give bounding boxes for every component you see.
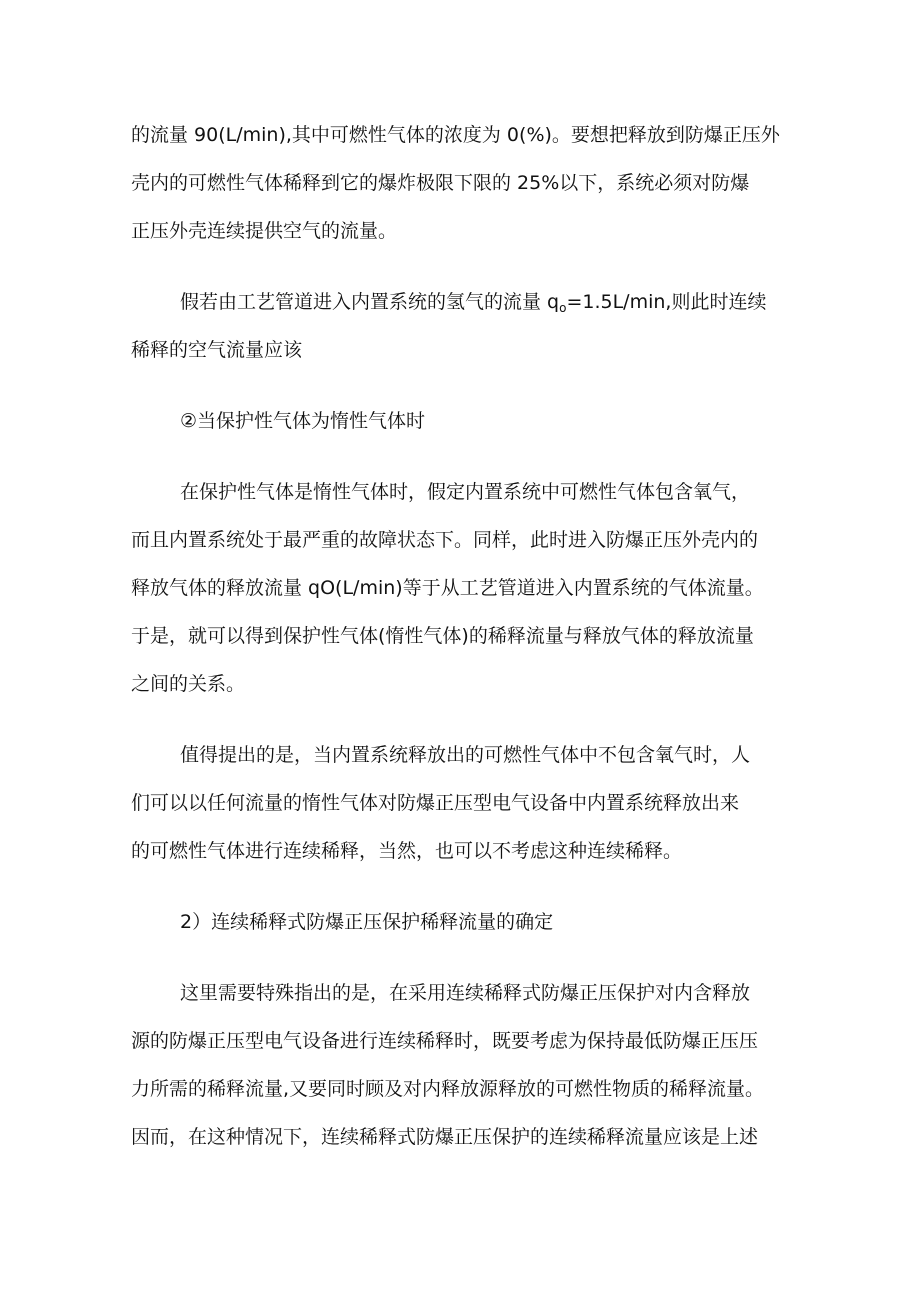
paragraph-3-line-3: 释放气体的释放流量 qO(L∕min)等于从工艺管道进入内置系统的气体流量。 bbox=[131, 577, 764, 599]
paragraph-5-line-1: 这里需要特殊指出的是，在采用连续稀释式防爆正压保护对内含释放 bbox=[180, 982, 751, 1004]
paragraph-3-line-2: 而且内置系统处于最严重的故障状态下。同样，此时进入防爆正压外壳内的 bbox=[131, 529, 759, 551]
paragraph-5-line-2: 源的防爆正压型电气设备进行连续稀释时，既要考虑为保持最低防爆正压压 bbox=[131, 1030, 759, 1052]
paragraph-4-line-3: 的可燃性气体进行连续稀释，当然，也可以不考虑这种连续稀释。 bbox=[131, 840, 683, 862]
paragraph-3-line-5: 之间的关系。 bbox=[131, 673, 246, 695]
subscript-o: o bbox=[559, 301, 567, 315]
paragraph-1-line-3: 正压外壳连续提供空气的流量。 bbox=[131, 220, 398, 242]
section-heading-inert-gas: ②当保护性气体为惰性气体时 bbox=[180, 410, 426, 432]
paragraph-4-line-2: 们可以以任何流量的惰性气体对防爆正压型电气设备中内置系统释放出来 bbox=[131, 792, 740, 814]
paragraph-1-line-1: 的流量 90(L∕min),其中可燃性气体的浓度为 0(%)。要想把释放到防爆正压外 bbox=[131, 124, 780, 146]
paragraph-2-text-b: =1.5L∕min,则此时连续 bbox=[566, 291, 767, 313]
paragraph-3-line-1: 在保护性气体是惰性气体时，假定内置系统中可燃性气体包含氧气， bbox=[180, 481, 751, 503]
paragraph-4-line-1: 值得提出的是，当内置系统释放出的可燃性气体中不包含氧气时，人 bbox=[180, 744, 751, 766]
paragraph-5-line-4: 因而，在这种情况下，连续稀释式防爆正压保护的连续稀释流量应该是上述 bbox=[131, 1126, 759, 1148]
paragraph-2-line-2: 稀释的空气流量应该 bbox=[131, 339, 303, 361]
section-heading-continuous-dilution: 2）连续稀释式防爆正压保护稀释流量的确定 bbox=[180, 911, 554, 933]
paragraph-2-text-a: 假若由工艺管道进入内置系统的氢气的流量 q bbox=[180, 291, 560, 313]
paragraph-1-line-2: 壳内的可燃性气体稀释到它的爆炸极限下限的 25%以下，系统必须对防爆 bbox=[131, 172, 750, 194]
paragraph-3-line-4: 于是，就可以得到保护性气体(惰性气体)的稀释流量与释放气体的释放流量 bbox=[131, 625, 754, 647]
paragraph-5-line-3: 力所需的稀释流量,又要同时顾及对内释放源释放的可燃性物质的稀释流量。 bbox=[131, 1078, 765, 1100]
paragraph-2-line-1 bbox=[180, 289, 766, 315]
